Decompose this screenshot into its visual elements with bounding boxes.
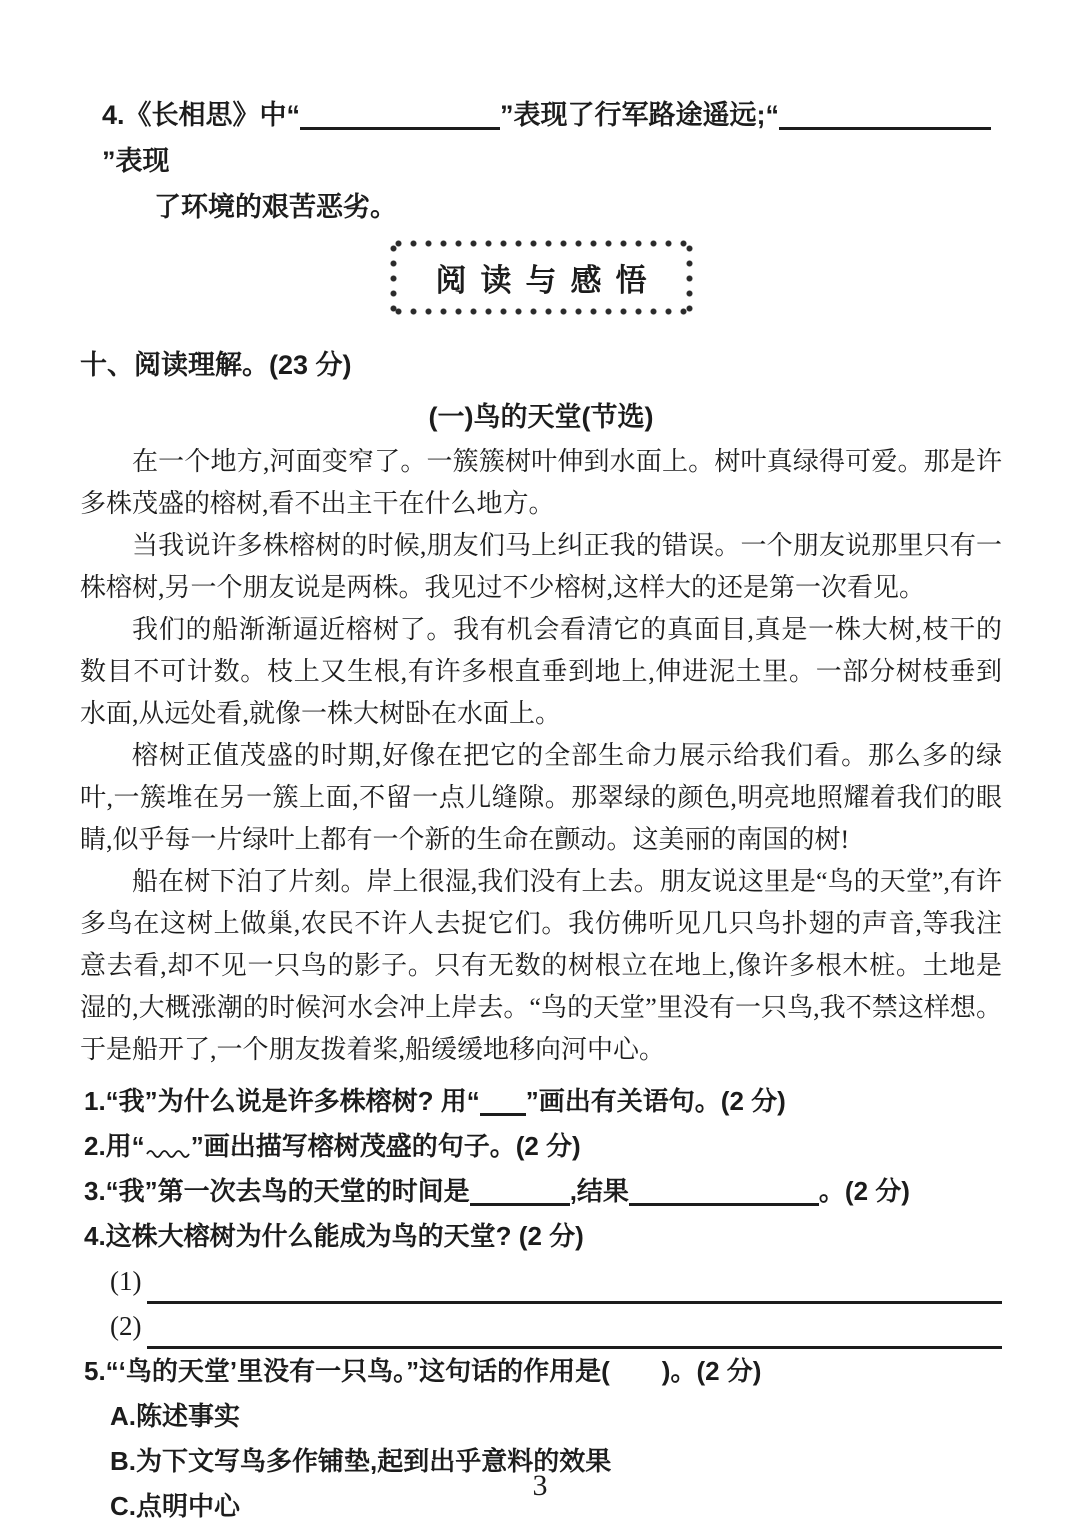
passage-paragraph: 榕树正值茂盛的时期,好像在把它的全部生命力展示给我们看。那么多的绿叶,一簇堆在另一簇上面,不留一点儿缝隙。那翠绿的颜色,明亮地照耀着我们的眼睛,似乎每一片绿叶上都有一个新的生命在颤动。这美丽的南国的树! — [80, 741, 1002, 854]
question-5 — [80, 1349, 1002, 1394]
question-3-post: 。(2 分) — [818, 1176, 910, 1206]
page-number: 3 — [532, 1469, 548, 1502]
question-5-pre: 5.“‘鸟的天堂’里没有一只鸟。”这句话的作用是( — [84, 1356, 610, 1386]
wavy-underline-icon — [145, 1145, 191, 1159]
answer-line-2 — [80, 1304, 1002, 1349]
question-changxiangsi — [80, 92, 1002, 230]
option-b: B.为下文写鸟多作铺垫,起到出乎意料的效果 — [110, 1446, 612, 1476]
section-banner — [388, 238, 695, 317]
passage-paragraph: 当我说许多株榕树的时候,朋友们马上纠正我的错误。一个朋友说那里只有一株榕树,另一个朋友说是两株。我见过不少榕树,这样大的还是第一次看见。 — [80, 531, 1002, 602]
question-2-pre: 2.用“ — [84, 1131, 145, 1161]
question-2-post: ”画出描写榕树茂盛的句子。(2 分) — [190, 1131, 581, 1161]
passage-title: (一)鸟的天堂(节选) — [428, 402, 654, 432]
passage-paragraph: 船在树下泊了片刻。岸上很湿,我们没有上去。朋友说这里是“鸟的天堂”,有许多鸟在这树上做巢,农民不许人去捉它们。我仿佛听见几只鸟扑翅的声音,等我注意去看,却不见一只鸟的影子。只有无数的树根立在地上,像许多根木桩。土地是湿的,大概涨潮的时候河水会冲上岸去。“鸟的天堂”里没有一只鸟,我不禁这样想。于是船开了,一个朋友拨着桨,船缓缓地移向河中心。 — [80, 867, 1002, 1064]
question-changxiangsi-pre: 4.《长相思》中“ — [102, 100, 301, 130]
question-1-post: ”画出有关语句。(2 分) — [525, 1086, 786, 1116]
blank-underline-2 — [779, 113, 991, 130]
blank-underline-1 — [300, 113, 500, 130]
section-heading: 十、阅读理解。(23 分) — [80, 350, 352, 380]
answer-line-2-label: (2) — [110, 1311, 142, 1341]
answer-line-1 — [80, 1259, 1002, 1304]
question-1-pre: 1.“我”为什么说是许多株榕树? 用“ — [84, 1086, 480, 1116]
question-changxiangsi-mid: ”表现了行军路途遥远;“ — [500, 100, 780, 130]
answer-line-2-underline — [147, 1308, 1002, 1349]
question-2 — [80, 1124, 1002, 1169]
question-3-mid: ,结果 — [569, 1176, 629, 1206]
answer-line-1-underline — [147, 1263, 1002, 1304]
passage-body — [80, 441, 1002, 1071]
straight-underline-mark — [480, 1099, 526, 1116]
blank-underline-3 — [470, 1189, 570, 1206]
question-4: 4.这株大榕树为什么能成为鸟的天堂? (2 分) — [84, 1221, 584, 1251]
question-1 — [80, 1079, 1002, 1124]
section-banner-title: 阅读与感悟 — [435, 263, 661, 298]
question-changxiangsi-line2: 了环境的艰苦恶劣。 — [154, 192, 397, 222]
question-changxiangsi-post: ”表现 — [102, 146, 170, 176]
passage-paragraph: 在一个地方,河面变窄了。一簇簇树叶伸到水面上。树叶真绿得可爱。那是许多株茂盛的榕树,看不出主干在什么地方。 — [80, 447, 1002, 518]
question-5-post: )。(2 分) — [661, 1356, 762, 1386]
option-c: C.点明中心 — [110, 1491, 241, 1521]
question-3-pre: 3.“我”第一次去鸟的天堂的时间是 — [84, 1176, 470, 1206]
option-a: A.陈述事实 — [110, 1401, 241, 1431]
passage-paragraph: 我们的船渐渐逼近榕树了。我有机会看清它的真面目,真是一株大树,枝干的数目不可计数。枝上又生根,有许多根直垂到地上,伸进泥土里。一部分树枝垂到水面,从远处看,就像一株大树卧在水面上。 — [80, 615, 1002, 728]
question-list — [80, 1079, 1002, 1529]
question-5-options — [80, 1394, 1002, 1529]
question-3 — [80, 1169, 1002, 1214]
answer-line-1-label: (1) — [110, 1266, 142, 1296]
blank-underline-4 — [629, 1189, 819, 1206]
